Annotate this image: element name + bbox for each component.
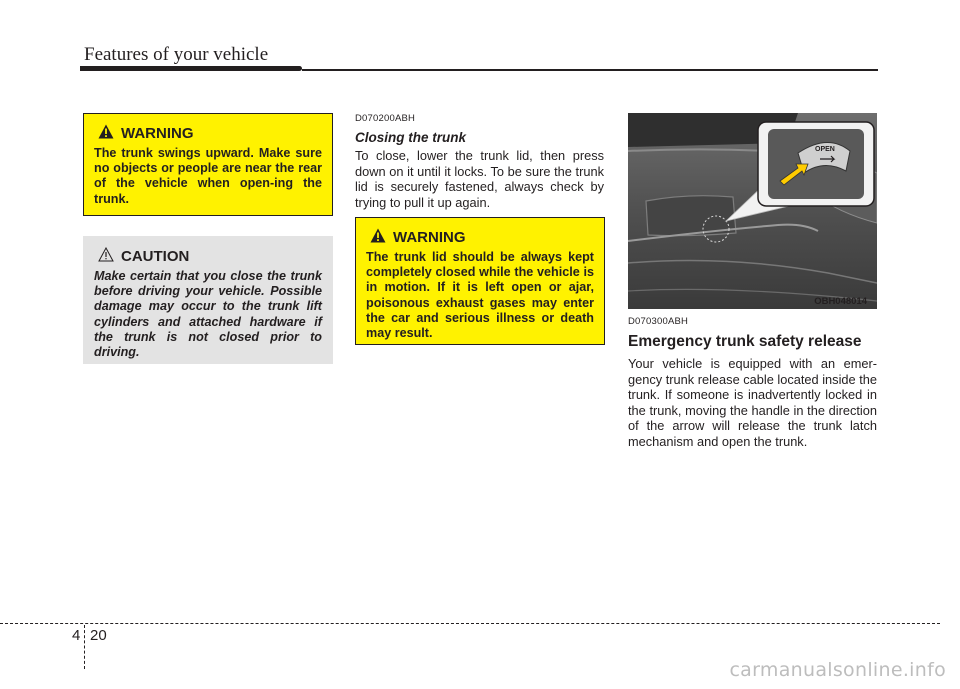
left-caution-title-row [98,247,322,266]
warning-triangle-icon [370,228,386,247]
header-rule-thin [302,69,878,71]
page-section-number: 4 [72,627,81,644]
watermark-text: carmanualsonline.info [729,659,946,681]
left-caution-box [83,236,333,364]
middle-warning-title-row [370,228,594,247]
page-number: 20 [90,627,107,644]
closing-code: D070200ABH [355,113,416,124]
left-caution-body: Make certain that you close the trunk before driving your vehicle. Possible damage may occur to the trunk lift cylinders and attached hardware if the trunk is not closed prior to driving. [94,269,322,360]
middle-warning-box [355,217,605,345]
trunk-release-figure [628,113,877,309]
middle-warning-title: WARNING [393,229,466,246]
handle-open-label: OPEN [815,146,835,153]
warning-triangle-icon [98,124,114,143]
emergency-body: Your vehicle is equipped with an emer-gency trunk release cable located inside the trunk. If someone is inadvertently locked in the trunk, moving the handle in the direction of the arrow will release the trunk latch mechanism and open the trunk. [628,356,877,449]
left-caution-title: CAUTION [121,248,190,265]
footer-dashed-rule [0,623,940,624]
closing-section [355,113,604,210]
trunk-illustration [628,113,877,309]
left-warning-body: The trunk swings upward. Make sure no objects or people are near the rear of the vehicle when open-ing the trunk. [94,146,322,206]
footer-dashed-divider [84,625,85,669]
emergency-code: D070300ABH [628,316,689,327]
left-warning-box [83,113,333,216]
closing-title: Closing the trunk [355,130,466,145]
left-warning-title: WARNING [121,125,194,142]
middle-warning-body: The trunk lid should be always kept completely closed while the vehicle is in motion. If it is left open or ajar, poisonous exhaust gases may enter the car and serious illness or death may result. [366,250,594,341]
emergency-section [628,316,877,450]
closing-body: To close, lower the trunk lid, then press down on it until it locks. To be sure the trunk lid is securely fastened, always check by trying to pull it up again. [355,148,604,210]
figure-caption: OBH048014 [814,296,867,307]
header-rule-thick [80,66,302,71]
caution-triangle-outline-icon [98,247,114,266]
page-header-title: Features of your vehicle [84,44,269,65]
left-warning-title-row [98,124,322,143]
emergency-title: Emergency trunk safety release [628,333,862,350]
